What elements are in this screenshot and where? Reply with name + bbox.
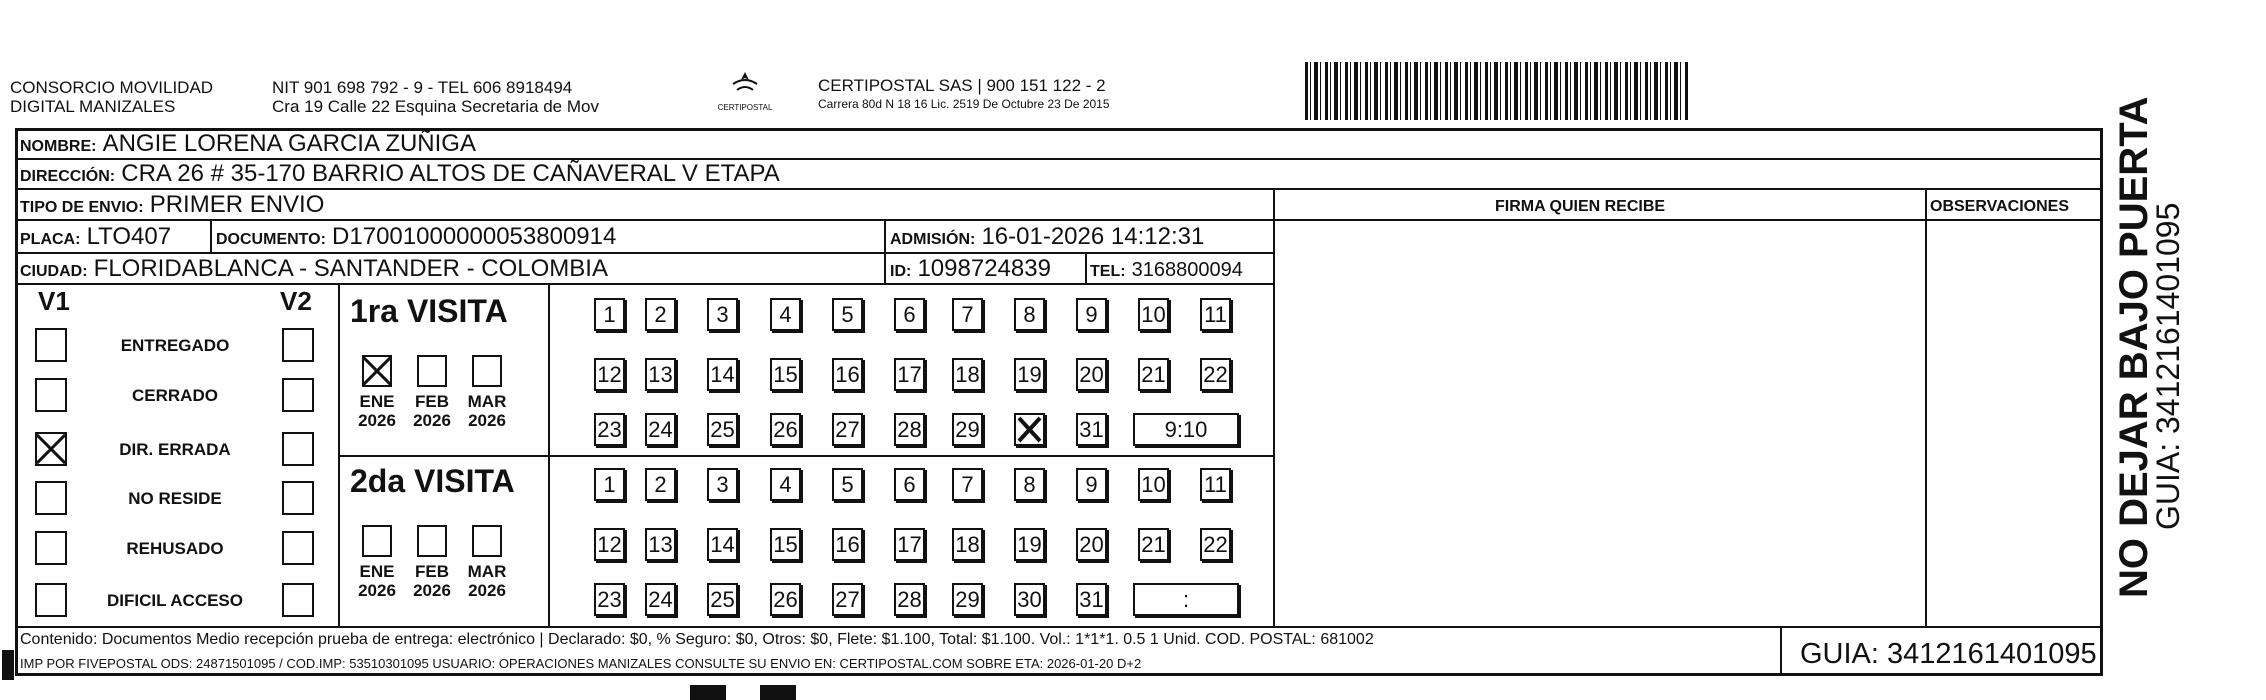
day-box[interactable]: 23 [594, 583, 625, 616]
col-divider [338, 283, 340, 626]
day-box[interactable]: 14 [707, 528, 738, 561]
status-v1-checkbox[interactable] [35, 481, 67, 515]
status-v1-checkbox[interactable] [35, 583, 67, 617]
tipo-envio-label: TIPO DE ENVIO: [20, 199, 144, 216]
admision-field [890, 223, 1204, 251]
day-box[interactable]: 26 [770, 413, 801, 446]
footer-impresion: IMP POR FIVEPOSTAL ODS: 24871501095 / COD.IMP: 53510301095 USUARIO: OPERACIONES MANIZALES CONSULTE SU ENVIO EN: CERTIPOSTAL.COM SOBRE ETA: 2026-01-20 D+2 [20, 656, 1142, 671]
day-box[interactable]: 26 [770, 583, 801, 616]
v2-label: V2 [280, 286, 312, 316]
day-box[interactable]: 24 [645, 413, 676, 446]
ciudad-label: CIUDAD: [20, 263, 88, 280]
registration-mark [690, 685, 726, 700]
status-v1-checkbox[interactable] [35, 378, 67, 412]
day-box[interactable]: 11 [1200, 468, 1231, 501]
day-box[interactable]: 14 [707, 358, 738, 391]
registration-mark [2, 650, 14, 680]
ciudad-value: FLORIDABLANCA - SANTANDER - COLOMBIA [93, 255, 608, 282]
row-divider [15, 283, 1275, 285]
status-label: CERRADO [132, 386, 218, 405]
day-box[interactable]: 21 [1138, 358, 1169, 391]
month-checkbox[interactable] [472, 525, 502, 557]
status-v1-checkbox[interactable] [35, 531, 67, 565]
day-box[interactable]: 5 [832, 298, 863, 331]
month-year: 2026 [413, 581, 451, 600]
observaciones-label: OBSERVACIONES [1930, 198, 2069, 215]
col-divider [210, 219, 212, 252]
col-divider [1273, 188, 1275, 626]
col-divider [548, 283, 550, 626]
day-box[interactable] [1014, 413, 1045, 446]
direccion-row [20, 160, 780, 188]
placa-label: PLACA: [20, 231, 81, 248]
day-box[interactable]: 24 [645, 583, 676, 616]
status-label: NO RESIDE [128, 489, 222, 508]
nombre-label: NOMBRE: [20, 138, 97, 155]
month-name: MAR [467, 392, 507, 411]
status-v2-checkbox[interactable] [282, 583, 314, 617]
day-box[interactable]: 10 [1138, 298, 1169, 331]
day-box[interactable]: 4 [770, 468, 801, 501]
day-box[interactable]: 18 [952, 358, 983, 391]
logo-text: CERTIPOSTAL [717, 103, 773, 112]
month-label [407, 562, 457, 600]
status-v2-checkbox[interactable] [282, 481, 314, 515]
nit-line-1: NIT 901 698 792 - 9 - TEL 606 8918494 [272, 78, 573, 97]
day-box[interactable]: 12 [594, 528, 625, 561]
day-box[interactable]: 29 [952, 413, 983, 446]
admision-label: ADMISIÓN: [890, 231, 976, 248]
day-box[interactable]: 6 [894, 468, 925, 501]
day-box[interactable]: 20 [1076, 528, 1107, 561]
day-cross-mark [1016, 415, 1043, 444]
month-year: 2026 [468, 411, 506, 430]
day-box[interactable]: 6 [894, 298, 925, 331]
shipping-form-frame [15, 128, 2103, 676]
day-box[interactable]: 16 [832, 358, 863, 391]
nombre-row [20, 130, 476, 158]
visit-time-box[interactable]: : [1133, 583, 1239, 616]
visit-divider [338, 455, 1275, 457]
day-box[interactable]: 8 [1014, 468, 1045, 501]
company-line-2: DIGITAL MANIZALES [10, 97, 176, 116]
col-divider [1085, 252, 1087, 283]
company-nit [272, 78, 599, 116]
day-box[interactable]: 29 [952, 583, 983, 616]
tipo-envio-value: PRIMER ENVIO [149, 191, 325, 218]
day-box[interactable]: 10 [1138, 468, 1169, 501]
barcode [1305, 62, 1690, 120]
day-box[interactable]: 18 [952, 528, 983, 561]
month-label [352, 392, 402, 430]
v1-label: V1 [38, 286, 70, 316]
month-label [462, 392, 512, 430]
col-divider [884, 219, 886, 283]
id-field [890, 255, 1051, 283]
certipostal-info [818, 76, 1110, 112]
certi-line-1: CERTIPOSTAL SAS | 900 151 122 - 2 [818, 76, 1106, 95]
month-year: 2026 [468, 581, 506, 600]
month-checkbox[interactable] [362, 525, 392, 557]
day-box[interactable]: 19 [1014, 528, 1045, 561]
row-divider [15, 219, 2103, 221]
day-box[interactable]: 31 [1076, 583, 1107, 616]
nit-line-2: Cra 19 Calle 22 Esquina Secretaria de Mov [272, 97, 599, 116]
day-box[interactable]: 3 [707, 298, 738, 331]
guia-vertical: GUIA: 3412161401095 [2150, 202, 2186, 530]
day-box[interactable]: 28 [894, 583, 925, 616]
day-box[interactable]: 9 [1076, 468, 1107, 501]
month-checkbox[interactable] [417, 525, 447, 557]
status-v2-checkbox[interactable] [282, 531, 314, 565]
documento-field [216, 223, 616, 251]
month-label [352, 562, 402, 600]
day-box[interactable]: 16 [832, 528, 863, 561]
day-box[interactable]: 31 [1076, 413, 1107, 446]
no-dejar-warning: NO DEJAR BAJO PUERTA [2112, 96, 2156, 598]
day-box[interactable]: 7 [952, 298, 983, 331]
day-box[interactable]: 20 [1076, 358, 1107, 391]
firma-label: FIRMA QUIEN RECIBE [1495, 198, 1666, 215]
admision-value: 16-01-2026 14:12:31 [981, 223, 1205, 250]
day-box[interactable]: 27 [832, 413, 863, 446]
month-year: 2026 [413, 411, 451, 430]
month-year: 2026 [358, 581, 396, 600]
day-box[interactable]: 1 [594, 298, 625, 331]
day-box[interactable]: 15 [770, 358, 801, 391]
company-name [10, 78, 213, 116]
day-box[interactable]: 2 [645, 298, 676, 331]
ciudad-field [20, 255, 608, 283]
month-label [462, 562, 512, 600]
day-box[interactable]: 17 [894, 358, 925, 391]
month-name: MAR [467, 562, 507, 581]
tipo-envio-row [20, 191, 324, 219]
col-divider [1780, 626, 1782, 676]
status-label: REHUSADO [126, 539, 224, 558]
certipostal-logo-icon [725, 70, 765, 98]
documento-label: DOCUMENTO: [216, 231, 326, 248]
month-name: FEB [415, 562, 449, 581]
placa-field [20, 223, 171, 251]
documento-value: D17001000000053800914 [332, 223, 617, 250]
certipostal-logo [705, 70, 785, 112]
day-box[interactable]: 27 [832, 583, 863, 616]
day-box[interactable]: 25 [707, 583, 738, 616]
day-box[interactable]: 8 [1014, 298, 1045, 331]
status-label: DIFICIL ACCESO [106, 591, 243, 610]
status-v1-checkbox[interactable] [35, 432, 67, 466]
month-checkbox[interactable] [472, 355, 502, 387]
placa-value: LTO407 [86, 223, 172, 250]
month-checkbox[interactable] [417, 355, 447, 387]
month-checkbox[interactable] [362, 355, 392, 387]
status-v1-checkbox[interactable] [35, 328, 67, 362]
day-box[interactable]: 2 [645, 468, 676, 501]
row-divider [15, 188, 2103, 190]
month-year: 2026 [358, 411, 396, 430]
day-box[interactable]: 1 [594, 468, 625, 501]
day-box[interactable]: 7 [952, 468, 983, 501]
day-box[interactable]: 11 [1200, 298, 1231, 331]
id-label: ID: [890, 263, 912, 280]
day-box[interactable]: 13 [645, 358, 676, 391]
tel-value: 3168800094 [1131, 259, 1243, 281]
visit-title: 2da VISITA [350, 463, 515, 499]
month-label [407, 392, 457, 430]
nombre-value: ANGIE LORENA GARCIA ZUÑIGA [102, 130, 476, 157]
registration-mark [760, 685, 796, 700]
tel-field [1090, 256, 1243, 282]
month-name: ENE [359, 562, 395, 581]
day-box[interactable]: 4 [770, 298, 801, 331]
status-label: ENTREGADO [120, 336, 230, 355]
id-value: 1098724839 [917, 255, 1051, 282]
day-box[interactable]: 3 [707, 468, 738, 501]
visit-title: 1ra VISITA [350, 293, 508, 329]
day-box[interactable]: 19 [1014, 358, 1045, 391]
day-box[interactable]: 28 [894, 413, 925, 446]
day-box[interactable]: 17 [894, 528, 925, 561]
day-box[interactable]: 22 [1200, 358, 1231, 391]
day-box[interactable]: 15 [770, 528, 801, 561]
day-box[interactable]: 13 [645, 528, 676, 561]
footer-divider [15, 626, 2103, 628]
day-box[interactable]: 30 [1014, 583, 1045, 616]
visit-time-box[interactable]: 9:10 [1133, 413, 1239, 446]
col-divider [1925, 188, 1927, 626]
footer-contenido: Contenido: Documentos Medio recepción prueba de entrega: electrónico | Declarado: $0, % Seguro: $0, Otros: $0, Flete: $1.100, Total: $1.100. Vol.: 1*1*1. 0.5 1 Unid. COD. POSTAL: 681002 [20, 631, 1374, 648]
certi-line-2: Carrera 80d N 18 16 Lic. 2519 De Octubre 23 De 2015 [818, 97, 1110, 111]
status-v2-checkbox[interactable] [282, 432, 314, 466]
month-name: FEB [415, 392, 449, 411]
day-box[interactable]: 21 [1138, 528, 1169, 561]
company-line-1: CONSORCIO MOVILIDAD [10, 78, 214, 97]
day-box[interactable]: 22 [1200, 528, 1231, 561]
day-box[interactable]: 23 [594, 413, 625, 446]
direccion-label: DIRECCIÓN: [20, 168, 116, 185]
day-box[interactable]: 25 [707, 413, 738, 446]
status-v2-checkbox[interactable] [282, 328, 314, 362]
day-box[interactable]: 12 [594, 358, 625, 391]
day-box[interactable]: 5 [832, 468, 863, 501]
footer-guia: GUIA: 3412161401095 [1800, 638, 2097, 670]
day-box[interactable]: 9 [1076, 298, 1107, 331]
month-name: ENE [359, 392, 395, 411]
status-v2-checkbox[interactable] [282, 378, 314, 412]
status-label: DIR. ERRADA [119, 440, 231, 459]
direccion-value: CRA 26 # 35-170 BARRIO ALTOS DE CAÑAVERAL V ETAPA [121, 160, 780, 187]
tel-label: TEL: [1090, 263, 1126, 280]
